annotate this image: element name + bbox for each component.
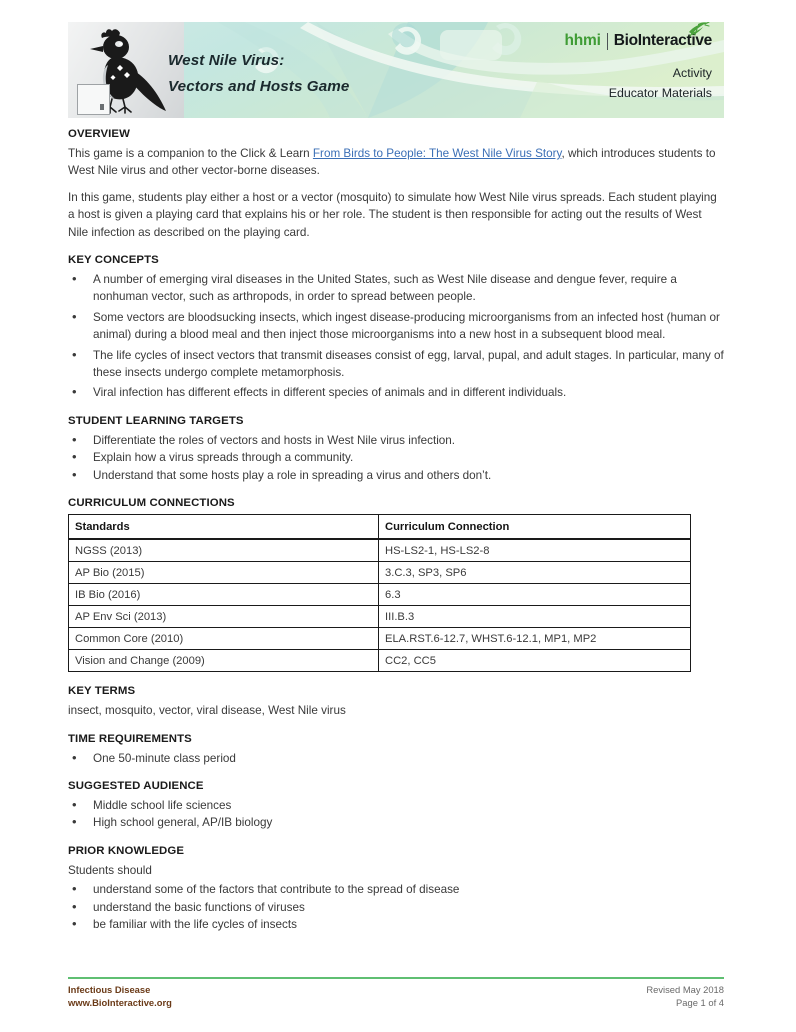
table-row	[69, 650, 691, 672]
list-item: • A number of emerging viral diseases in the United States, such as West Nile disease and dengue fever, require a nonhuman vector, such as arthropods, in order to spread between people.	[68, 271, 724, 306]
footer-columns	[68, 983, 724, 1009]
list-item: • Viral infection has different effects in different species of animals and in different individuals.	[68, 384, 724, 401]
footer-left-block	[68, 983, 172, 1009]
section-overview	[68, 128, 724, 241]
cell-connection: 6.3	[379, 584, 691, 606]
cell-standard: NGSS (2013)	[69, 539, 379, 562]
cell-standard: IB Bio (2016)	[69, 584, 379, 606]
list-item: • High school general, AP/IB biology	[68, 814, 724, 831]
document-audience: Educator Materials	[608, 86, 712, 100]
column-header-standards: Standards	[69, 515, 379, 540]
section-heading-suggested-audience: SUGGESTED AUDIENCE	[68, 779, 204, 792]
list-item: • Explain how a virus spreads through a community.	[68, 449, 724, 466]
footer-divider-rule	[68, 977, 724, 979]
overview-paragraph-2: In this game, students play either a host or a vector (mosquito) to simulate how West Nile virus spreads. Each student playing a host is given a playing card that explains his or her role. The student is then responsible for acting out the results of West Nile infection as described on the playing card.	[68, 190, 717, 239]
cell-connection: III.B.3	[379, 606, 691, 628]
prior-knowledge-list	[68, 881, 724, 933]
learning-targets-list	[68, 432, 724, 484]
column-header-curriculum-connection: Curriculum Connection	[379, 515, 691, 540]
overview-paragraph-1	[68, 145, 724, 180]
cell-standard: Vision and Change (2009)	[69, 650, 379, 672]
list-item: • be familiar with the life cycles of insects	[68, 916, 724, 933]
banner-right-block	[412, 30, 712, 103]
prior-knowledge-intro: Students should	[68, 863, 152, 877]
section-student-learning-targets	[68, 415, 724, 484]
table-row	[69, 628, 691, 650]
document-type: Activity	[672, 66, 712, 80]
document-body	[68, 128, 724, 946]
cell-connection: CC2, CC5	[379, 650, 691, 672]
section-heading-overview: OVERVIEW	[68, 128, 130, 140]
time-requirements-list	[68, 750, 724, 767]
list-item: • understand some of the factors that contribute to the spread of disease	[68, 881, 724, 898]
click-and-learn-link[interactable]: From Birds to People: The West Nile Virus Story	[312, 147, 562, 160]
document-title-line1: West Nile Virus:	[168, 52, 285, 69]
bird-image	[68, 22, 184, 118]
table-row	[69, 539, 691, 562]
bird-image-inset-marker	[77, 84, 110, 115]
section-heading-time-requirements: TIME REQUIREMENTS	[68, 732, 192, 745]
section-key-terms	[68, 685, 724, 719]
section-heading-key-terms: KEY TERMS	[68, 685, 136, 698]
cell-standard: AP Env Sci (2013)	[69, 606, 379, 628]
overview-para1-after: , which introduces students to West Nile virus and other vector-borne diseases.	[68, 147, 716, 178]
list-item: • Differentiate the roles of vectors and hosts in West Nile virus infection.	[68, 432, 724, 449]
document-title-line2: Vectors and Hosts Game	[168, 78, 350, 95]
section-heading-learning-targets: STUDENT LEARNING TARGETS	[68, 414, 244, 427]
table-header-row	[69, 515, 691, 540]
footer-page-number: Page 1 of 4	[676, 997, 724, 1008]
logo-divider	[607, 33, 608, 50]
cell-connection: HS-LS2-1, HS-LS2-8	[379, 539, 691, 562]
section-key-concepts	[68, 254, 724, 402]
list-item: • One 50-minute class period	[68, 750, 724, 767]
footer-topic: Infectious Disease	[68, 984, 151, 995]
list-item: • understand the basic functions of viruses	[68, 899, 724, 916]
table-row	[69, 562, 691, 584]
document-header-banner	[68, 22, 724, 118]
hhmi-wordmark: hhmi	[564, 32, 601, 49]
table-row	[69, 606, 691, 628]
section-heading-curriculum: CURRICULUM CONNECTIONS	[68, 497, 235, 510]
overview-para1-before: This game is a companion to the Click & Learn	[68, 147, 313, 160]
section-heading-key-concepts: KEY CONCEPTS	[68, 254, 159, 267]
cell-standard: Common Core (2010)	[69, 628, 379, 650]
suggested-audience-list	[68, 797, 724, 832]
footer-website[interactable]: www.BioInteractive.org	[68, 997, 172, 1008]
section-time-requirements	[68, 733, 724, 767]
bioInteractive-logo	[412, 30, 712, 52]
list-item: • Understand that some hosts play a role in spreading a virus and others don’t.	[68, 467, 724, 484]
list-item: • Some vectors are bloodsucking insects, which ingest disease-producing microorganisms from an infected host (human or animal) during a blood meal and then inject those microorganisms into a new host in a subsequent blood meal.	[68, 309, 724, 344]
curriculum-connections-table	[68, 514, 691, 672]
list-item: • The life cycles of insect vectors that transmit diseases consist of egg, larval, pupal, and adult stages. In particular, many of these insects undergo complete metamorphosis.	[68, 347, 724, 382]
footer-right-block	[646, 983, 724, 1009]
table-row	[69, 584, 691, 606]
section-suggested-audience	[68, 780, 724, 832]
cell-connection: ELA.RST.6-12.7, WHST.6-12.1, MP1, MP2	[379, 628, 691, 650]
key-terms-text: insect, mosquito, vector, viral disease, West Nile virus	[68, 704, 346, 718]
key-concepts-list	[68, 271, 724, 402]
footer-revision-date: Revised May 2018	[646, 984, 724, 995]
section-prior-knowledge	[68, 845, 724, 934]
biointeractive-wordmark: BioInteractive	[613, 32, 712, 49]
grasshopper-icon	[686, 22, 710, 37]
list-item: • Middle school life sciences	[68, 797, 724, 814]
section-curriculum-connections	[68, 497, 724, 672]
section-heading-prior-knowledge: PRIOR KNOWLEDGE	[68, 844, 185, 857]
cell-connection: 3.C.3, SP3, SP6	[379, 562, 691, 584]
document-footer	[68, 977, 724, 1009]
cell-standard: AP Bio (2015)	[69, 562, 379, 584]
